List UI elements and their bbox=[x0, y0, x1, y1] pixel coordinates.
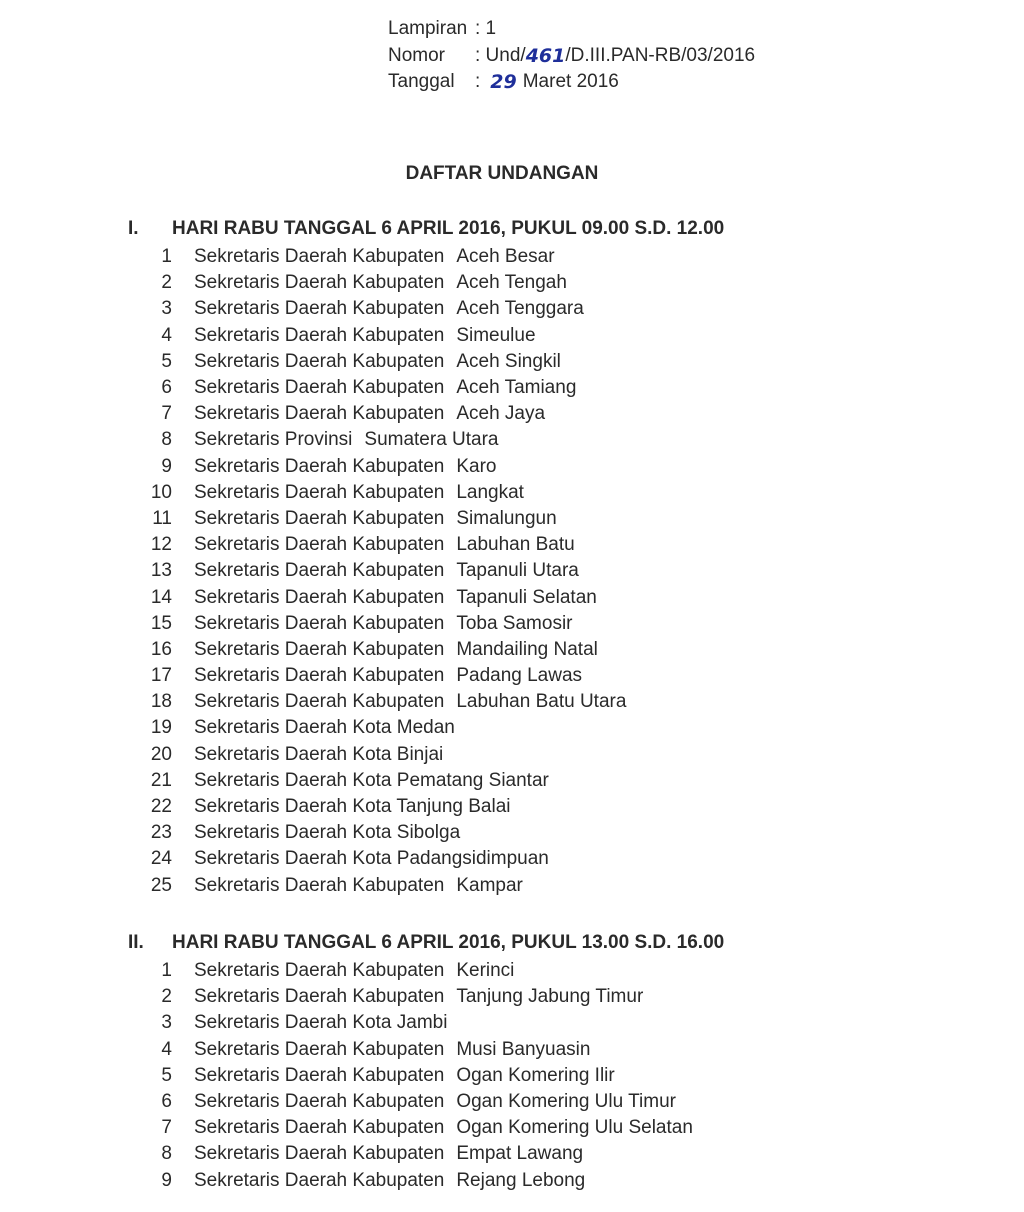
list-item bbox=[128, 244, 724, 270]
list-item bbox=[128, 663, 724, 689]
item-region-name: Aceh Tamiang bbox=[456, 377, 577, 399]
item-region-name: Musi Banyuasin bbox=[456, 1038, 591, 1060]
list-item bbox=[128, 349, 724, 375]
list-item bbox=[128, 532, 724, 558]
item-number: 16 bbox=[150, 638, 172, 660]
item-region-name: Simeulue bbox=[456, 324, 536, 346]
item-region-name: Empat Lawang bbox=[456, 1143, 584, 1165]
item-number: 8 bbox=[161, 1143, 172, 1165]
item-organization: Sekretaris Daerah Kabupaten bbox=[194, 246, 445, 268]
nomor-label: Nomor bbox=[388, 44, 446, 66]
item-region-name: Aceh Tengah bbox=[456, 272, 567, 294]
section-2 bbox=[128, 928, 724, 1194]
item-region-name: Tapanuli Selatan bbox=[456, 586, 597, 608]
list-item bbox=[128, 427, 724, 453]
list-item bbox=[128, 715, 724, 741]
section-heading bbox=[128, 928, 724, 958]
item-number: 1 bbox=[161, 246, 172, 268]
item-organization: Sekretaris Daerah Kota Tanjung Balai bbox=[194, 796, 511, 818]
list-item bbox=[128, 454, 724, 480]
item-organization: Sekretaris Daerah Kabupaten bbox=[194, 960, 445, 982]
nomor-row bbox=[388, 43, 755, 70]
list-item bbox=[128, 296, 724, 322]
tanggal-label: Tanggal bbox=[388, 71, 455, 92]
item-number: 8 bbox=[161, 429, 172, 451]
item-organization: Sekretaris Daerah Kabupaten bbox=[194, 638, 445, 660]
item-number: 22 bbox=[150, 796, 172, 818]
item-region-name: Toba Samosir bbox=[456, 612, 573, 634]
list-item bbox=[128, 873, 724, 899]
tanggal-colon: : bbox=[475, 71, 481, 92]
item-region-name: Tanjung Jabung Timur bbox=[456, 986, 644, 1008]
lampiran-row bbox=[388, 16, 755, 43]
list-item bbox=[128, 323, 724, 349]
list-item bbox=[128, 820, 724, 846]
item-organization: Sekretaris Daerah Kabupaten bbox=[194, 403, 445, 425]
item-organization: Sekretaris Daerah Kabupaten bbox=[194, 534, 445, 556]
item-region-name: Simalungun bbox=[456, 507, 557, 529]
list-item bbox=[128, 401, 724, 427]
item-number: 5 bbox=[161, 1064, 172, 1086]
list-item bbox=[128, 689, 724, 715]
item-organization: Sekretaris Daerah Kota Jambi bbox=[194, 1012, 448, 1034]
item-number: 23 bbox=[150, 822, 172, 844]
item-region-name: Labuhan Batu Utara bbox=[456, 691, 627, 713]
section-numeral: I. bbox=[128, 218, 139, 239]
item-number: 21 bbox=[150, 769, 172, 791]
item-number: 2 bbox=[161, 986, 172, 1008]
section-heading-text: HARI RABU TANGGAL 6 APRIL 2016, PUKUL 13.00 S.D. 16.00 bbox=[172, 932, 725, 953]
item-region-name: Aceh Jaya bbox=[456, 403, 546, 425]
item-organization: Sekretaris Daerah Kabupaten bbox=[194, 481, 445, 503]
item-organization: Sekretaris Daerah Kabupaten bbox=[194, 324, 445, 346]
item-number: 19 bbox=[150, 717, 172, 739]
item-organization: Sekretaris Daerah Kabupaten bbox=[194, 691, 445, 713]
item-region-name: Rejang Lebong bbox=[456, 1169, 586, 1191]
item-region-name: Kerinci bbox=[456, 960, 515, 982]
item-number: 14 bbox=[150, 586, 172, 608]
tanggal-suffix: Maret 2016 bbox=[522, 71, 619, 92]
item-region-name: Kampar bbox=[456, 874, 523, 896]
section-numeral: II. bbox=[128, 932, 144, 953]
list-item bbox=[128, 794, 724, 820]
lampiran-value: : 1 bbox=[475, 18, 497, 39]
item-organization: Sekretaris Daerah Kabupaten bbox=[194, 1143, 445, 1165]
item-number: 3 bbox=[161, 298, 172, 320]
list-item bbox=[128, 742, 724, 768]
invitee-list bbox=[128, 244, 724, 899]
item-number: 7 bbox=[161, 403, 172, 425]
item-organization: Sekretaris Daerah Kabupaten bbox=[194, 1091, 445, 1113]
item-number: 1 bbox=[161, 960, 172, 982]
section-1 bbox=[128, 214, 724, 899]
item-number: 11 bbox=[152, 507, 172, 529]
item-region-name: Mandailing Natal bbox=[456, 638, 598, 660]
list-item bbox=[128, 984, 724, 1010]
list-item bbox=[128, 480, 724, 506]
item-organization: Sekretaris Daerah Kabupaten bbox=[194, 1117, 445, 1139]
letter-header bbox=[388, 16, 755, 96]
item-number: 20 bbox=[150, 743, 172, 765]
item-organization: Sekretaris Daerah Kabupaten bbox=[194, 377, 445, 399]
item-organization: Sekretaris Daerah Kota Sibolga bbox=[194, 822, 461, 844]
item-number: 2 bbox=[161, 272, 172, 294]
item-number: 24 bbox=[150, 848, 172, 870]
item-number: 4 bbox=[161, 324, 172, 346]
list-item bbox=[128, 1010, 724, 1036]
item-number: 25 bbox=[150, 874, 172, 896]
item-number: 5 bbox=[161, 350, 172, 372]
item-number: 12 bbox=[150, 534, 172, 556]
item-organization: Sekretaris Daerah Kabupaten bbox=[194, 272, 445, 294]
item-organization: Sekretaris Daerah Kabupaten bbox=[194, 612, 445, 634]
item-region-name: Ogan Komering Ulu Selatan bbox=[456, 1117, 693, 1139]
nomor-suffix: /D.III.PAN-RB/03/2016 bbox=[565, 44, 756, 66]
item-organization: Sekretaris Daerah Kabupaten bbox=[194, 586, 445, 608]
item-organization: Sekretaris Daerah Kabupaten bbox=[194, 874, 445, 896]
tanggal-handwritten: 29 bbox=[490, 71, 517, 93]
item-region-name: Langkat bbox=[456, 481, 524, 503]
item-region-name: Tapanuli Utara bbox=[456, 560, 579, 582]
list-item bbox=[128, 270, 724, 296]
item-region-name: Karo bbox=[456, 455, 497, 477]
item-organization: Sekretaris Provinsi bbox=[194, 429, 353, 451]
list-item bbox=[128, 375, 724, 401]
list-item bbox=[128, 611, 724, 637]
item-organization: Sekretaris Daerah Kabupaten bbox=[194, 507, 445, 529]
list-item bbox=[128, 558, 724, 584]
item-region-name: Labuhan Batu bbox=[456, 534, 575, 556]
item-number: 3 bbox=[161, 1012, 172, 1034]
item-region-name: Ogan Komering Ilir bbox=[456, 1064, 615, 1086]
item-region-name: Aceh Besar bbox=[456, 246, 555, 268]
item-number: 6 bbox=[161, 377, 172, 399]
item-region-name: Aceh Tenggara bbox=[456, 298, 584, 320]
list-item bbox=[128, 768, 724, 794]
item-organization: Sekretaris Daerah Kota Binjai bbox=[194, 743, 444, 765]
item-organization: Sekretaris Daerah Kabupaten bbox=[194, 298, 445, 320]
list-item bbox=[128, 1141, 724, 1167]
document-title: DAFTAR UNDANGAN bbox=[405, 163, 599, 184]
item-region-name: Padang Lawas bbox=[456, 665, 583, 687]
item-region-name: Ogan Komering Ulu Timur bbox=[456, 1091, 676, 1113]
item-number: 17 bbox=[150, 665, 172, 687]
item-number: 9 bbox=[161, 1169, 172, 1191]
list-item bbox=[128, 506, 724, 532]
item-organization: Sekretaris Daerah Kabupaten bbox=[194, 665, 445, 687]
list-item bbox=[128, 1063, 724, 1089]
item-organization: Sekretaris Daerah Kabupaten bbox=[194, 560, 445, 582]
list-item bbox=[128, 1115, 724, 1141]
item-organization: Sekretaris Daerah Kota Padangsidimpuan bbox=[194, 848, 549, 870]
list-item bbox=[128, 1089, 724, 1115]
item-organization: Sekretaris Daerah Kabupaten bbox=[194, 455, 445, 477]
item-region-name: Aceh Singkil bbox=[456, 350, 561, 372]
item-number: 6 bbox=[161, 1091, 172, 1113]
section-heading-text: HARI RABU TANGGAL 6 APRIL 2016, PUKUL 09.00 S.D. 12.00 bbox=[172, 218, 725, 239]
item-number: 9 bbox=[161, 455, 172, 477]
item-number: 18 bbox=[150, 691, 172, 713]
tanggal-row bbox=[388, 69, 755, 96]
item-number: 15 bbox=[150, 612, 172, 634]
invitee-list bbox=[128, 958, 724, 1194]
item-number: 7 bbox=[161, 1117, 172, 1139]
list-item bbox=[128, 637, 724, 663]
item-organization: Sekretaris Daerah Kabupaten bbox=[194, 1064, 445, 1086]
nomor-prefix: : Und/ bbox=[475, 44, 526, 66]
section-heading bbox=[128, 214, 724, 244]
item-organization: Sekretaris Daerah Kabupaten bbox=[194, 350, 445, 372]
list-item bbox=[128, 846, 724, 872]
item-organization: Sekretaris Daerah Kota Medan bbox=[194, 717, 455, 739]
list-item bbox=[128, 1037, 724, 1063]
item-organization: Sekretaris Daerah Kota Pematang Siantar bbox=[194, 769, 549, 791]
item-number: 4 bbox=[161, 1038, 172, 1060]
item-organization: Sekretaris Daerah Kabupaten bbox=[194, 1038, 445, 1060]
nomor-handwritten: 461 bbox=[525, 44, 566, 67]
item-region-name: Sumatera Utara bbox=[364, 429, 499, 451]
list-item bbox=[128, 958, 724, 984]
item-number: 13 bbox=[150, 560, 172, 582]
list-item bbox=[128, 1168, 724, 1194]
item-organization: Sekretaris Daerah Kabupaten bbox=[194, 1169, 445, 1191]
item-number: 10 bbox=[150, 481, 172, 503]
list-item bbox=[128, 584, 724, 610]
item-organization: Sekretaris Daerah Kabupaten bbox=[194, 986, 445, 1008]
lampiran-label: Lampiran bbox=[388, 18, 468, 39]
